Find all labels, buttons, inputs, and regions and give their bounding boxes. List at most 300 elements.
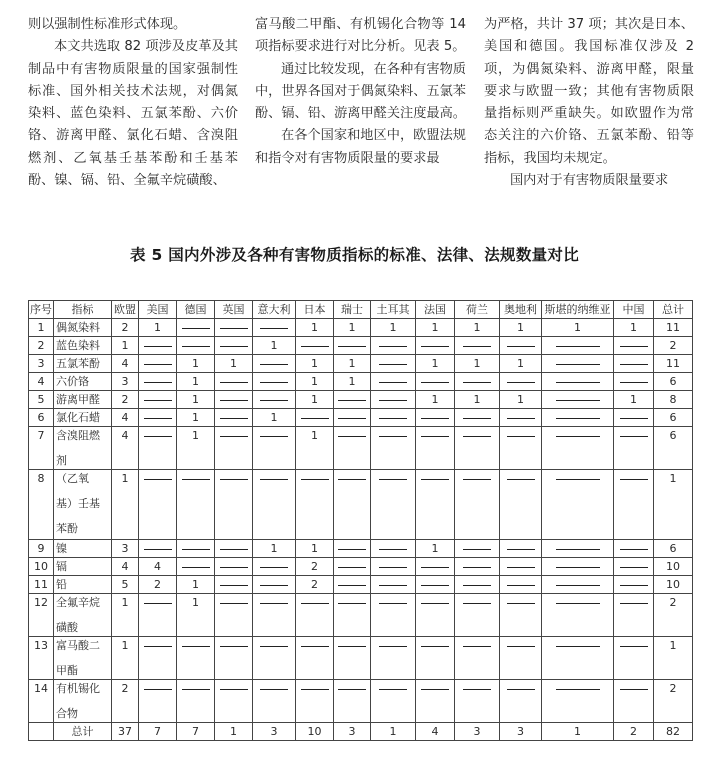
table-cell: 4	[416, 723, 455, 741]
dash-mark	[507, 346, 535, 347]
table-cell: 6	[654, 540, 693, 558]
table-cell: 2	[296, 576, 334, 594]
dash-mark	[144, 382, 172, 383]
table-cell: 1	[177, 427, 215, 470]
dash-mark	[260, 436, 288, 437]
comparison-table	[28, 300, 693, 741]
table-cell: 1	[177, 391, 215, 409]
dash-mark	[421, 567, 449, 568]
table-cell: 1	[416, 355, 455, 373]
empty-dash	[296, 594, 334, 637]
table-cell: 3	[112, 540, 139, 558]
row-number: 4	[29, 373, 54, 391]
dash-mark	[338, 603, 366, 604]
row-number: 3	[29, 355, 54, 373]
empty-dash	[542, 594, 614, 637]
empty-dash	[371, 540, 416, 558]
empty-dash	[455, 558, 500, 576]
dash-mark	[379, 436, 407, 437]
table-row	[29, 319, 693, 337]
table-cell: 4	[112, 427, 139, 470]
empty-dash	[139, 637, 177, 680]
empty-dash	[416, 594, 455, 637]
dash-mark	[507, 567, 535, 568]
table-cell: 82	[654, 723, 693, 741]
empty-dash	[416, 576, 455, 594]
dash-mark	[556, 585, 600, 586]
table-cell: 1	[500, 355, 542, 373]
empty-dash	[334, 540, 371, 558]
empty-dash	[215, 558, 253, 576]
empty-dash	[614, 576, 654, 594]
empty-dash	[253, 470, 296, 540]
column-header: 意大利	[253, 301, 296, 319]
dash-mark	[144, 689, 172, 690]
total-row	[29, 723, 693, 741]
indicator-name	[54, 355, 112, 373]
empty-dash	[139, 409, 177, 427]
table-row	[29, 576, 693, 594]
dash-mark	[338, 418, 366, 419]
table-cell: 3	[334, 723, 371, 741]
dash-mark	[144, 603, 172, 604]
dash-mark	[379, 603, 407, 604]
column-header: 欧盟	[112, 301, 139, 319]
empty-dash	[296, 337, 334, 355]
dash-mark	[620, 567, 648, 568]
indicator-line: 基）壬基	[56, 497, 100, 510]
table-cell: 1	[455, 391, 500, 409]
empty-dash	[177, 558, 215, 576]
dash-mark	[220, 436, 248, 437]
indicator-name	[54, 373, 112, 391]
column-header: 指标	[54, 301, 112, 319]
table-cell: 2	[112, 680, 139, 723]
column-header: 土耳其	[371, 301, 416, 319]
empty-dash	[455, 470, 500, 540]
indicator-name	[54, 680, 112, 723]
dash-mark	[556, 567, 600, 568]
indicator-name	[54, 558, 112, 576]
column-header: 英国	[215, 301, 253, 319]
dash-mark	[507, 603, 535, 604]
table-cell: 1	[296, 355, 334, 373]
table-cell: 11	[654, 355, 693, 373]
table-cell: 4	[112, 355, 139, 373]
dash-mark	[220, 567, 248, 568]
column-header: 瑞士	[334, 301, 371, 319]
dash-mark	[463, 346, 491, 347]
dash-mark	[338, 567, 366, 568]
empty-dash	[614, 373, 654, 391]
empty-dash	[139, 594, 177, 637]
empty-dash	[542, 373, 614, 391]
dash-mark	[620, 418, 648, 419]
dash-mark	[338, 585, 366, 586]
paragraph: 在各个国家和地区中，欧盟法规和指令对有害物质限量的要求最	[255, 128, 466, 166]
empty-cell	[29, 723, 54, 741]
empty-dash	[455, 409, 500, 427]
empty-dash	[416, 558, 455, 576]
table-cell: 1	[296, 373, 334, 391]
column-header: 荷兰	[455, 301, 500, 319]
empty-dash	[215, 319, 253, 337]
indicator-name	[54, 409, 112, 427]
table-cell: 4	[139, 558, 177, 576]
dash-mark	[421, 346, 449, 347]
dash-mark	[421, 418, 449, 419]
dash-mark	[507, 418, 535, 419]
table-cell: 1	[112, 637, 139, 680]
empty-dash	[139, 427, 177, 470]
empty-dash	[614, 355, 654, 373]
empty-dash	[416, 409, 455, 427]
indicator-line: 苯酚	[56, 522, 78, 535]
table-row	[29, 373, 693, 391]
indicator-line: 合物	[56, 707, 78, 720]
table-cell: 3	[455, 723, 500, 741]
dash-mark	[182, 328, 210, 329]
dash-mark	[301, 603, 329, 604]
dash-mark	[301, 418, 329, 419]
table-row	[29, 355, 693, 373]
table-row	[29, 391, 693, 409]
empty-dash	[139, 337, 177, 355]
empty-dash	[253, 319, 296, 337]
dash-mark	[260, 689, 288, 690]
empty-dash	[139, 355, 177, 373]
table-cell: 1	[542, 319, 614, 337]
dash-mark	[463, 603, 491, 604]
empty-dash	[177, 637, 215, 680]
dash-mark	[220, 328, 248, 329]
dash-mark	[507, 585, 535, 586]
table-cell: 1	[215, 723, 253, 741]
column-header: 法国	[416, 301, 455, 319]
dash-mark	[144, 364, 172, 365]
empty-dash	[334, 637, 371, 680]
row-number: 7	[29, 427, 54, 470]
dash-mark	[144, 418, 172, 419]
row-number: 11	[29, 576, 54, 594]
row-number: 6	[29, 409, 54, 427]
indicator-line: 氯化石蜡	[56, 411, 100, 424]
table-cell: 1	[253, 337, 296, 355]
table-cell: 37	[112, 723, 139, 741]
empty-dash	[455, 337, 500, 355]
dash-mark	[620, 346, 648, 347]
empty-dash	[614, 540, 654, 558]
dash-mark	[507, 382, 535, 383]
row-number: 13	[29, 637, 54, 680]
table-cell: 11	[654, 319, 693, 337]
indicator-name	[54, 319, 112, 337]
empty-dash	[296, 680, 334, 723]
empty-dash	[500, 540, 542, 558]
empty-dash	[371, 594, 416, 637]
empty-dash	[614, 409, 654, 427]
dash-mark	[463, 418, 491, 419]
dash-mark	[507, 549, 535, 550]
table-cell: 6	[654, 409, 693, 427]
dash-mark	[301, 346, 329, 347]
dash-mark	[620, 364, 648, 365]
dash-mark	[620, 479, 648, 480]
dash-mark	[182, 689, 210, 690]
dash-mark	[556, 364, 600, 365]
empty-dash	[500, 680, 542, 723]
empty-dash	[139, 470, 177, 540]
dash-mark	[220, 418, 248, 419]
paragraph: 本文共选取 82 项涉及皮革及其制品中有害物质限量的国家强制性标准、国外相关技术法规，对偶氮染料、蓝色染料、五氯苯酚、六价铬、游离甲醛、氯化石蜡、含溴阻燃剂、乙氧基壬基苯酚和壬基苯酚、镍、镉、铅、全氟辛烷磺酸、	[28, 39, 238, 189]
empty-dash	[500, 637, 542, 680]
dash-mark	[144, 646, 172, 647]
empty-dash	[177, 319, 215, 337]
empty-dash	[139, 680, 177, 723]
dash-mark	[338, 549, 366, 550]
dash-mark	[338, 646, 366, 647]
empty-dash	[542, 540, 614, 558]
table-cell: 2	[296, 558, 334, 576]
empty-dash	[416, 427, 455, 470]
dash-mark	[379, 479, 407, 480]
dash-mark	[220, 646, 248, 647]
empty-dash	[416, 680, 455, 723]
dash-mark	[144, 346, 172, 347]
table-cell: 1	[614, 319, 654, 337]
column-header: 序号	[29, 301, 54, 319]
dash-mark	[507, 479, 535, 480]
dash-mark	[182, 646, 210, 647]
dash-mark	[379, 646, 407, 647]
dash-mark	[260, 603, 288, 604]
table-cell: 1	[139, 319, 177, 337]
empty-dash	[139, 540, 177, 558]
table-cell: 1	[542, 723, 614, 741]
article-column-2	[255, 14, 466, 170]
empty-dash	[542, 637, 614, 680]
empty-dash	[542, 409, 614, 427]
table-cell: 1	[177, 594, 215, 637]
dash-mark	[463, 567, 491, 568]
indicator-name	[54, 470, 112, 540]
dash-mark	[507, 436, 535, 437]
table-cell: 7	[177, 723, 215, 741]
empty-dash	[500, 470, 542, 540]
dash-mark	[220, 603, 248, 604]
dash-mark	[463, 689, 491, 690]
table-row	[29, 427, 693, 470]
empty-dash	[416, 470, 455, 540]
table-cell: 1	[177, 373, 215, 391]
table-cell: 4	[112, 558, 139, 576]
dash-mark	[338, 346, 366, 347]
empty-dash	[177, 680, 215, 723]
dash-mark	[421, 585, 449, 586]
empty-dash	[334, 680, 371, 723]
table-cell: 1	[177, 576, 215, 594]
empty-dash	[500, 558, 542, 576]
empty-dash	[614, 470, 654, 540]
dash-mark	[507, 689, 535, 690]
empty-dash	[455, 540, 500, 558]
empty-dash	[334, 576, 371, 594]
dash-mark	[260, 479, 288, 480]
table-cell: 1	[371, 319, 416, 337]
empty-dash	[334, 427, 371, 470]
table-row	[29, 637, 693, 680]
table-cell: 1	[253, 540, 296, 558]
empty-dash	[253, 594, 296, 637]
empty-dash	[371, 576, 416, 594]
dash-mark	[379, 364, 407, 365]
column-header: 德国	[177, 301, 215, 319]
table-cell: 2	[614, 723, 654, 741]
table-cell: 7	[139, 723, 177, 741]
dash-mark	[556, 603, 600, 604]
dash-mark	[556, 646, 600, 647]
dash-mark	[260, 585, 288, 586]
empty-dash	[455, 594, 500, 637]
indicator-line: 有机锡化	[56, 682, 100, 695]
empty-dash	[500, 427, 542, 470]
dash-mark	[463, 479, 491, 480]
table-cell: 2	[654, 337, 693, 355]
indicator-name	[54, 391, 112, 409]
empty-dash	[371, 427, 416, 470]
indicator-line: 富马酸二	[56, 639, 100, 652]
table-cell: 1	[614, 391, 654, 409]
empty-dash	[455, 680, 500, 723]
indicator-name	[54, 337, 112, 355]
dash-mark	[620, 585, 648, 586]
row-number: 10	[29, 558, 54, 576]
dash-mark	[620, 382, 648, 383]
empty-dash	[542, 391, 614, 409]
empty-dash	[215, 680, 253, 723]
indicator-line: 镍	[56, 542, 67, 555]
empty-dash	[215, 637, 253, 680]
dash-mark	[463, 436, 491, 437]
row-number: 8	[29, 470, 54, 540]
empty-dash	[500, 409, 542, 427]
table-cell: 1	[177, 409, 215, 427]
empty-dash	[296, 470, 334, 540]
table-cell: 1	[500, 319, 542, 337]
table-cell: 1	[112, 337, 139, 355]
empty-dash	[542, 470, 614, 540]
empty-dash	[334, 470, 371, 540]
table-cell: 8	[654, 391, 693, 409]
empty-dash	[334, 558, 371, 576]
empty-dash	[614, 427, 654, 470]
dash-mark	[620, 603, 648, 604]
empty-dash	[371, 470, 416, 540]
empty-dash	[334, 594, 371, 637]
indicator-line: 游离甲醛	[56, 393, 100, 406]
row-number: 2	[29, 337, 54, 355]
indicator-name	[54, 427, 112, 470]
dash-mark	[507, 646, 535, 647]
empty-dash	[542, 680, 614, 723]
indicator-line: 剂	[56, 454, 67, 467]
empty-dash	[416, 373, 455, 391]
row-number: 14	[29, 680, 54, 723]
dash-mark	[421, 479, 449, 480]
table-cell: 1	[455, 355, 500, 373]
empty-dash	[455, 427, 500, 470]
empty-dash	[416, 337, 455, 355]
paragraph: 则以强制性标准形式体现。	[28, 17, 187, 32]
column-header: 总计	[654, 301, 693, 319]
empty-dash	[614, 337, 654, 355]
table-cell: 10	[654, 576, 693, 594]
table-cell: 1	[296, 427, 334, 470]
dash-mark	[556, 382, 600, 383]
empty-dash	[253, 355, 296, 373]
dash-mark	[421, 436, 449, 437]
table-cell: 3	[500, 723, 542, 741]
empty-dash	[215, 576, 253, 594]
indicator-line: 五氯苯酚	[56, 357, 100, 370]
dash-mark	[301, 646, 329, 647]
table-row	[29, 594, 693, 637]
table-cell: 1	[416, 319, 455, 337]
table-cell: 10	[296, 723, 334, 741]
dash-mark	[260, 646, 288, 647]
dash-mark	[144, 436, 172, 437]
row-number: 1	[29, 319, 54, 337]
dash-mark	[463, 646, 491, 647]
empty-dash	[542, 558, 614, 576]
empty-dash	[334, 391, 371, 409]
empty-dash	[542, 337, 614, 355]
table-cell: 1	[334, 355, 371, 373]
empty-dash	[500, 337, 542, 355]
article-column-1	[28, 14, 238, 192]
indicator-line: 全氟辛烷	[56, 596, 100, 609]
indicator-line: 六价铬	[56, 375, 89, 388]
dash-mark	[182, 549, 210, 550]
indicator-name	[54, 637, 112, 680]
indicator-line: 甲酯	[56, 664, 78, 677]
empty-dash	[614, 680, 654, 723]
table-cell: 1	[654, 470, 693, 540]
empty-dash	[177, 337, 215, 355]
dash-mark	[260, 567, 288, 568]
column-header: 美国	[139, 301, 177, 319]
table-cell: 2	[139, 576, 177, 594]
table-cell: 1	[296, 319, 334, 337]
indicator-name	[54, 594, 112, 637]
dash-mark	[182, 346, 210, 347]
paragraph: 富马酸二甲酯、有机锡化合物等 14 项指标要求进行对比分析。见表 5。	[255, 17, 466, 55]
dash-mark	[556, 479, 600, 480]
dash-mark	[144, 549, 172, 550]
table-cell: 1	[416, 540, 455, 558]
dash-mark	[144, 400, 172, 401]
empty-dash	[371, 373, 416, 391]
dash-mark	[620, 646, 648, 647]
dash-mark	[182, 567, 210, 568]
empty-dash	[614, 594, 654, 637]
empty-dash	[215, 373, 253, 391]
dash-mark	[421, 603, 449, 604]
table-row	[29, 337, 693, 355]
indicator-line: 蓝色染料	[56, 339, 100, 352]
dash-mark	[421, 646, 449, 647]
column-header: 奥地利	[500, 301, 542, 319]
